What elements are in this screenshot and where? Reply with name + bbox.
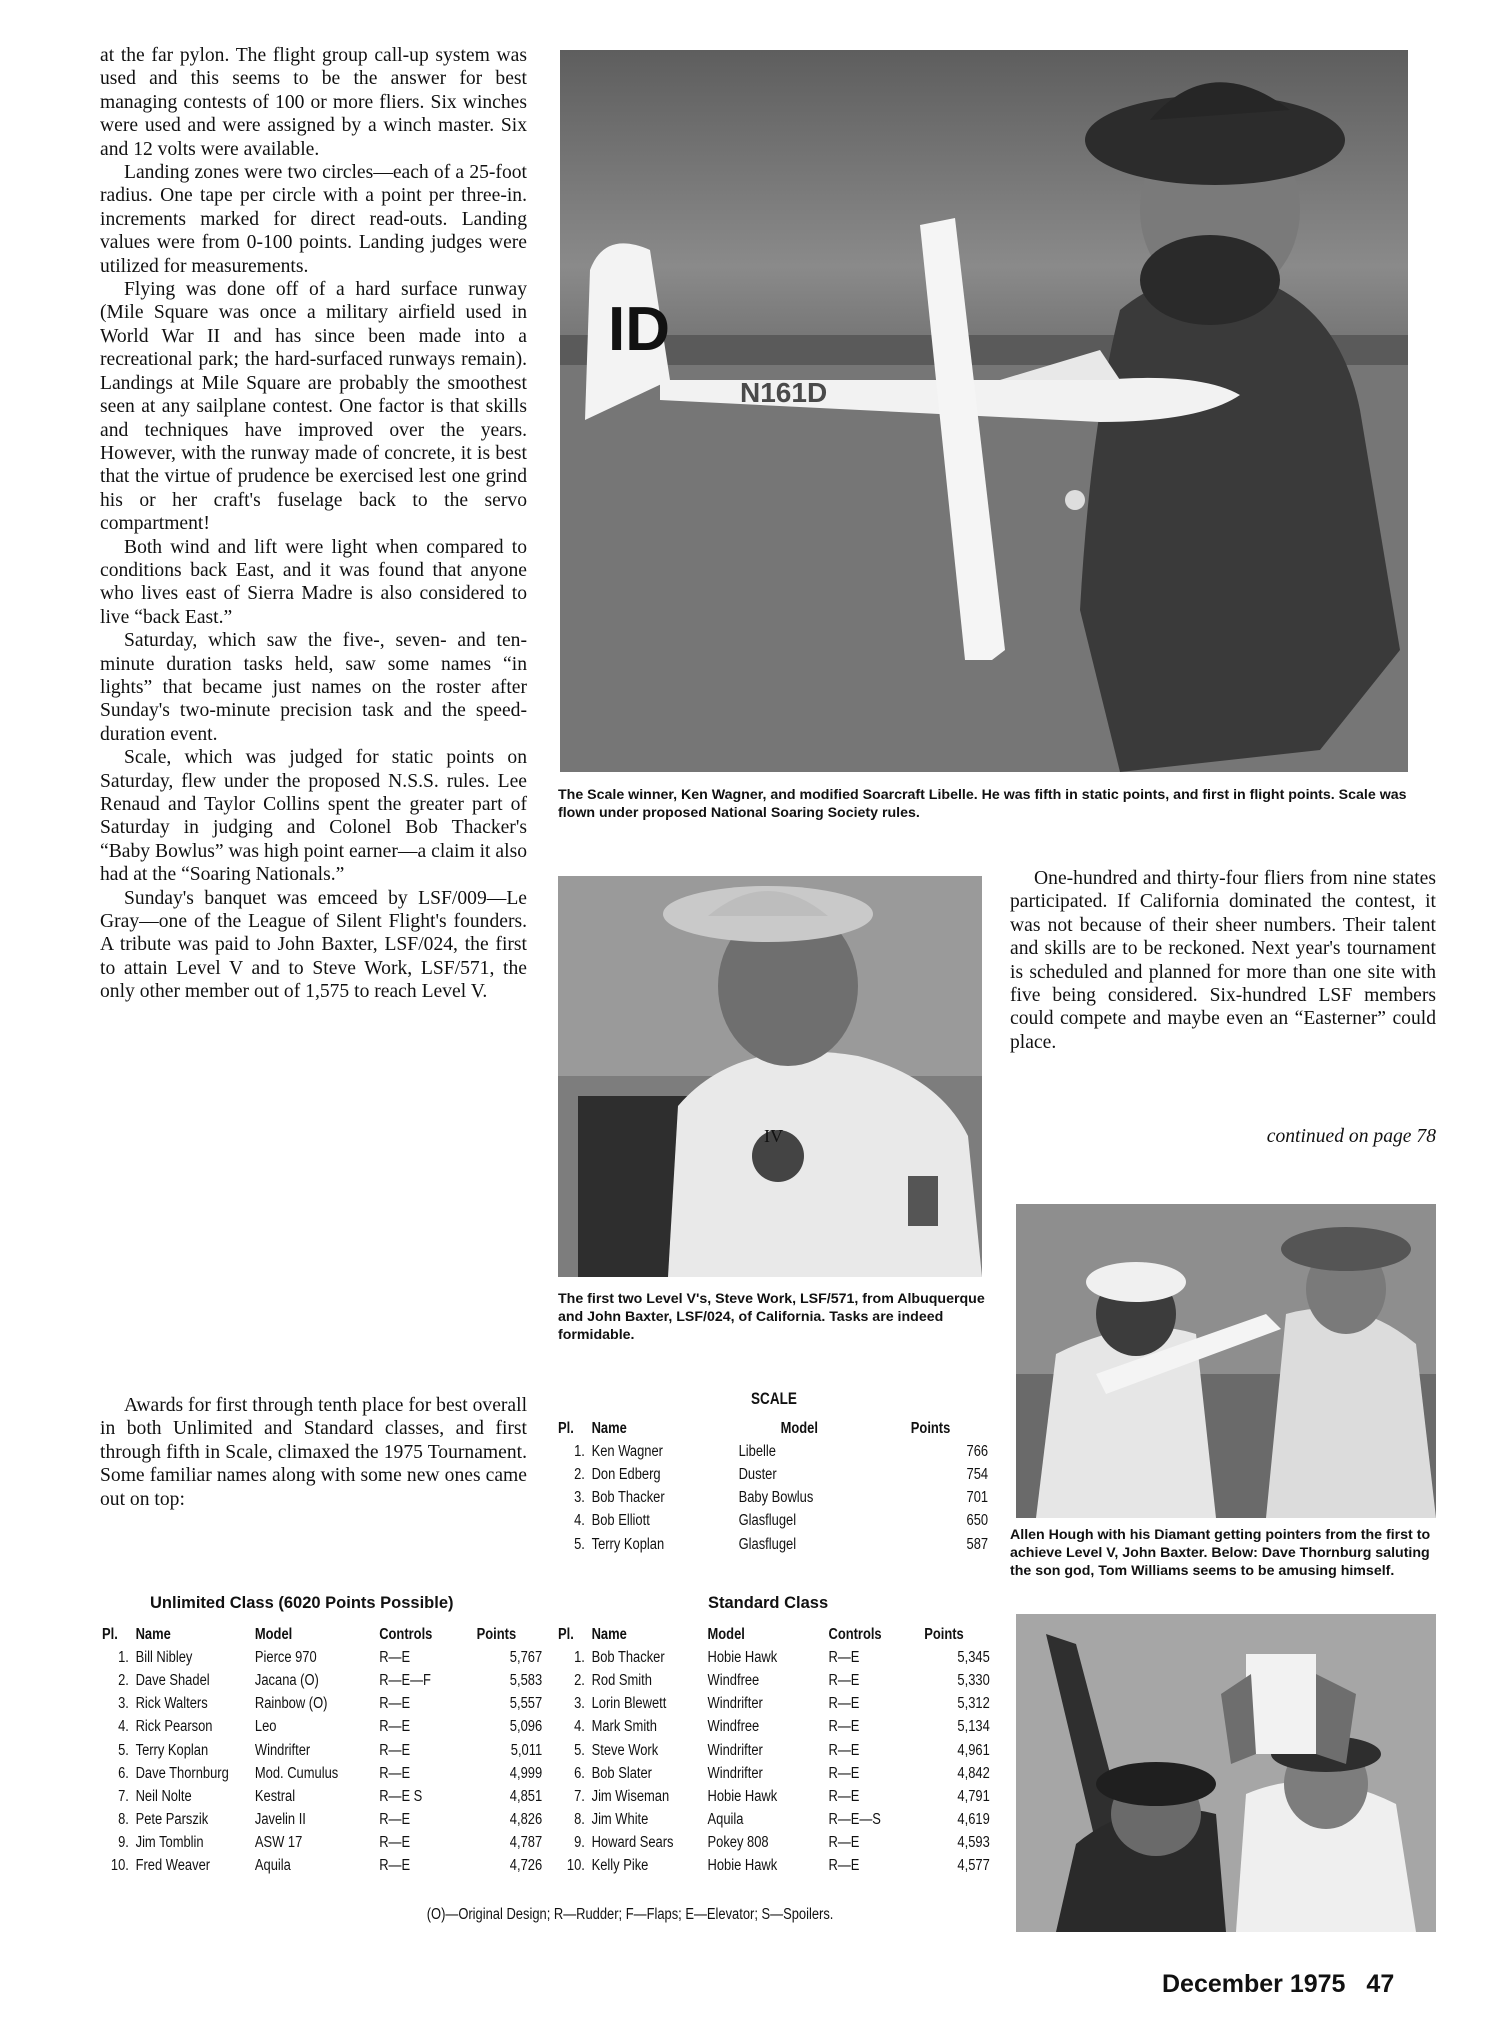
table-cell: Jim Wiseman	[591, 1787, 670, 1805]
table-cell: 10.	[110, 1857, 129, 1875]
table-cell: 10.	[566, 1857, 585, 1875]
table-cell: 4,593	[957, 1834, 990, 1852]
table-cell: Windrifter	[707, 1764, 763, 1782]
paragraph: Awards for first through tenth place for best overall in both Unlimited and Standard classes, and first through fifth in Scale, climaxed the 1975 Tournament. Some familiar names along with some new ones came out on top:	[100, 1395, 528, 1510]
awards-paragraph	[100, 1394, 527, 1511]
table-cell: 5.	[574, 1741, 585, 1759]
table-cell: R—E	[828, 1764, 860, 1782]
table-cell: Glasflugel	[738, 1512, 797, 1530]
table-cell: Glasflugel	[738, 1535, 797, 1553]
column-header: Controls	[828, 1625, 882, 1643]
table-cell: Hobie Hawk	[707, 1787, 778, 1805]
tail-marking: ID	[608, 295, 670, 364]
table-row	[558, 1646, 990, 1669]
table-cell: Jacana (O)	[254, 1671, 319, 1689]
table-cell: Kestral	[254, 1787, 296, 1805]
table-cell: 4.	[574, 1718, 585, 1736]
table-cell: 4,791	[957, 1787, 990, 1805]
table-cell: Jim Tomblin	[135, 1834, 204, 1852]
table-cell: Libelle	[738, 1442, 776, 1460]
table-row	[558, 1510, 988, 1533]
table-cell: R—E	[828, 1648, 860, 1666]
continued-text: continued on page 78	[1266, 1126, 1436, 1147]
table-row	[102, 1809, 542, 1832]
column-header: Points	[924, 1625, 964, 1643]
table-cell: Lorin Blewett	[591, 1695, 667, 1713]
table-cell: 5,134	[957, 1718, 990, 1736]
table-cell: Dave Thornburg	[135, 1764, 229, 1782]
table-row	[102, 1669, 542, 1692]
table-cell: Bob Slater	[591, 1764, 652, 1782]
table-cell: R—E	[828, 1857, 860, 1875]
table-cell: 6.	[574, 1764, 585, 1782]
table-cell: Duster	[738, 1465, 777, 1483]
table-cell: Rod Smith	[591, 1671, 652, 1689]
table-row	[558, 1716, 990, 1739]
table-cell: 4,826	[509, 1811, 543, 1829]
table-cell: Rainbow (O)	[254, 1695, 328, 1713]
table-header-row	[558, 1623, 990, 1646]
table-cell: 650	[966, 1512, 989, 1530]
table-cell: 5.	[118, 1741, 129, 1759]
table-cell: Hobie Hawk	[707, 1648, 778, 1666]
table-cell: R—E	[379, 1741, 411, 1759]
table-row	[102, 1855, 542, 1878]
wing-marking: N161D	[740, 377, 828, 408]
table-row	[102, 1716, 542, 1739]
paragraph: Saturday, which saw the five-, seven- and ten-minute duration tasks held, saw some names “in lights” that became just names on the roster after Sunday's two-minute precision task and the speed-duration event.	[100, 630, 527, 745]
standard-table-block	[558, 1594, 990, 1878]
table-cell: 4,961	[957, 1741, 990, 1759]
table-cell: 2.	[574, 1465, 585, 1483]
column-header: Name	[591, 1419, 627, 1437]
patch-marking: IV	[764, 1126, 783, 1146]
table-cell: R—E	[828, 1695, 860, 1713]
table-cell: R—E	[379, 1718, 411, 1736]
table-cell: Aquila	[254, 1857, 291, 1875]
paragraph: Landing zones were two circles—each of a 25-foot radius. One tape per circle with a point per three-in. increments marked for direct read-outs. Landing values were from 0-100 points. Landing judges were utilized for measurements.	[100, 162, 527, 277]
table-cell: R—E	[379, 1811, 411, 1829]
table-cell: Steve Work	[591, 1741, 659, 1759]
table-cell: 4,619	[957, 1811, 990, 1829]
table-cell: Neil Nolte	[135, 1787, 192, 1805]
thornburg-photo	[1016, 1614, 1436, 1932]
table-cell: Ken Wagner	[591, 1442, 663, 1460]
table-row	[558, 1762, 990, 1785]
column-header: Name	[591, 1625, 627, 1643]
table-cell: Windfree	[707, 1718, 760, 1736]
table-cell: Howard Sears	[591, 1834, 674, 1852]
page-number: 47	[1366, 1970, 1395, 1998]
table-cell: Pete Parszik	[135, 1811, 209, 1829]
table-cell: 1.	[574, 1442, 585, 1460]
scale-table-block	[558, 1390, 990, 1556]
column-header: Model	[780, 1419, 818, 1437]
table-cell: R—E	[828, 1787, 860, 1805]
table-cell: 5,096	[509, 1718, 543, 1736]
table-cell: 3.	[574, 1489, 585, 1507]
table-cell: 7.	[118, 1787, 129, 1805]
unlimited-table-title: Unlimited Class (6020 Points Possible)	[150, 1594, 454, 1612]
unlimited-table-block	[102, 1594, 542, 1878]
table-row	[558, 1463, 988, 1486]
table-row	[558, 1533, 988, 1556]
standard-table-title: Standard Class	[708, 1594, 829, 1612]
table-cell: 701	[966, 1489, 989, 1507]
right-column-text	[1010, 867, 1436, 1054]
column-header: Model	[707, 1625, 745, 1643]
column-header: Name	[135, 1625, 171, 1643]
column-header: Model	[254, 1625, 293, 1643]
table-cell: 3.	[574, 1695, 585, 1713]
table-cell: 4,851	[509, 1787, 543, 1805]
table-cell: 1.	[574, 1648, 585, 1666]
table-cell: 4.	[574, 1512, 585, 1530]
table-row	[558, 1487, 988, 1510]
paragraph: Both wind and lift were light when compared to conditions back East, and it was found that anyone who lives east of Sierra Madre is also considered to live “back East.”	[100, 536, 527, 628]
table-cell: Terry Koplan	[135, 1741, 209, 1759]
table-cell: ASW 17	[254, 1834, 303, 1852]
table-cell: 5,312	[957, 1695, 990, 1713]
column-header: Pl.	[102, 1625, 118, 1643]
table-cell: 4,726	[509, 1857, 543, 1875]
left-column-text	[100, 44, 527, 1004]
table-cell: 8.	[118, 1811, 129, 1829]
scale-winner-caption	[558, 786, 1438, 822]
caption-text: The Scale winner, Ken Wagner, and modified Soarcraft Libelle. He was fifth in static points, and first in flight points. Scale was flown under proposed National Soaring Society rules.	[558, 787, 1407, 821]
column-header: Pl.	[558, 1419, 574, 1437]
scale-winner-photo	[560, 50, 1408, 772]
table-row	[102, 1739, 542, 1762]
caption-text: The first two Level V's, Steve Work, LSF/571, from Albuquerque and John Baxter, LSF/024, of California. Tasks are indeed formidable.	[558, 1291, 985, 1343]
table-cell: 5,583	[509, 1671, 543, 1689]
table-cell: R—E	[828, 1718, 860, 1736]
table-cell: R—E	[828, 1671, 860, 1689]
table-cell: Kelly Pike	[591, 1857, 649, 1875]
table-cell: Jim White	[591, 1811, 649, 1829]
table-cell: 5,011	[510, 1741, 543, 1759]
table-cell: Leo	[254, 1718, 277, 1736]
table-header-row	[102, 1623, 542, 1646]
table-cell: 9.	[574, 1834, 585, 1852]
scale-table-title: SCALE	[751, 1390, 797, 1408]
column-header: Controls	[379, 1625, 433, 1643]
table-cell: Pierce 970	[254, 1648, 317, 1666]
table-cell: Windfree	[707, 1671, 760, 1689]
table-cell: 4,842	[957, 1764, 990, 1782]
paragraph: at the far pylon. The flight group call-up system was used and this seems to be the answer for best managing contests of 100 or more fliers. Six winches were used and were assigned by a winch master. Six and 12 volts were available.	[100, 45, 527, 160]
level-v-caption	[558, 1290, 988, 1344]
table-legend	[280, 1906, 980, 1924]
table-row	[102, 1646, 542, 1669]
table-cell: 6.	[118, 1764, 129, 1782]
table-cell: 4,999	[509, 1764, 543, 1782]
issue-date: December 1975	[1162, 1970, 1346, 1998]
legend-text: (O)—Original Design; R—Rudder; F—Flaps; E—Elevator; S—Spoilers.	[426, 1906, 834, 1923]
table-row	[558, 1809, 990, 1832]
paragraph: Scale, which was judged for static points on Saturday, flew under the proposed N.S.S. rules. Lee Renaud and Taylor Collins spent the greater part of Saturday in judging and Colonel Bob Thacker's “Baby Bowlus” was high point earner—a claim it also had at the “Soaring Nationals.”	[100, 747, 527, 886]
table-cell: Rick Walters	[135, 1695, 208, 1713]
table-row	[558, 1855, 990, 1878]
table-row	[558, 1785, 990, 1808]
table-row	[558, 1693, 990, 1716]
table-cell: 4,787	[509, 1834, 543, 1852]
table-cell: 766	[966, 1442, 989, 1460]
table-cell: 5,557	[509, 1695, 543, 1713]
paragraph: Flying was done off of a hard surface runway (Mile Square was once a military airfield used in World War II and has since been made into a recreational park; the hard-surfaced runways remain). Landings at Mile Square are probably the smoothest seen at any sailplane contest. One factor is that skills and techniques have improved over the years. However, with the runway made of concrete, it is best that the virtue of prudence be exercised lest one grind his or her craft's fuselage back to the servo compartment!	[100, 279, 527, 535]
table-row	[102, 1832, 542, 1855]
table-row	[102, 1762, 542, 1785]
paragraph: One-hundred and thirty-four fliers from nine states participated. If California dominated the contest, it was not because of their sheer numbers. Their talent and skills are to be reckoned. Next year's tournament is scheduled and planned for more than one site with five being considered. Six-hundred LSF members could compete and maybe even an “Easterner” could place.	[1010, 868, 1436, 1053]
table-row	[558, 1739, 990, 1762]
table-row	[558, 1669, 990, 1692]
table-row	[102, 1785, 542, 1808]
table-cell: R—E	[828, 1741, 860, 1759]
caption-text: Allen Hough with his Diamant getting pointers from the first to achieve Level V, John Baxter. Below: Dave Thornburg saluting the son god, Tom Williams seems to be amusing himself.	[1010, 1527, 1431, 1579]
table-cell: 8.	[574, 1811, 585, 1829]
table-cell: R—E	[379, 1857, 411, 1875]
table-cell: Javelin II	[254, 1811, 306, 1829]
column-header: Points	[910, 1419, 951, 1437]
table-cell: Bob Thacker	[591, 1648, 665, 1666]
table-cell: 754	[966, 1465, 989, 1483]
table-cell: R—E—S	[828, 1811, 881, 1829]
table-header-row	[558, 1417, 988, 1440]
table-cell: 5.	[574, 1535, 585, 1553]
page-footer	[1162, 1970, 1394, 1999]
table-cell: 1.	[118, 1648, 129, 1666]
column-header: Points	[476, 1625, 517, 1643]
table-cell: R—E	[379, 1648, 411, 1666]
table-cell: Pokey 808	[707, 1834, 769, 1852]
table-cell: Bob Elliott	[591, 1512, 650, 1530]
table-cell: 3.	[118, 1695, 129, 1713]
table-cell: Mark Smith	[591, 1718, 657, 1736]
table-cell: 7.	[574, 1787, 585, 1805]
table-cell: Fred Weaver	[135, 1857, 211, 1875]
table-cell: Dave Shadel	[135, 1671, 210, 1689]
standard-table	[558, 1623, 990, 1878]
table-cell: Terry Koplan	[591, 1535, 665, 1553]
level-v-photo	[558, 876, 982, 1277]
table-cell: Don Edberg	[591, 1465, 661, 1483]
table-row	[558, 1832, 990, 1855]
table-cell: 2.	[118, 1671, 129, 1689]
unlimited-table	[102, 1623, 542, 1878]
table-cell: 587	[966, 1535, 989, 1553]
table-cell: Mod. Cumulus	[254, 1764, 339, 1782]
table-cell: Bill Nibley	[135, 1648, 193, 1666]
table-row	[102, 1693, 542, 1716]
table-cell: R—E	[379, 1764, 411, 1782]
table-cell: 5,330	[957, 1671, 990, 1689]
table-cell: R—E	[379, 1695, 411, 1713]
table-cell: 4.	[118, 1718, 129, 1736]
hough-caption	[1010, 1526, 1446, 1580]
table-cell: Baby Bowlus	[738, 1489, 814, 1507]
table-cell: Windrifter	[707, 1695, 763, 1713]
table-cell: Windrifter	[254, 1741, 311, 1759]
table-row	[558, 1440, 988, 1463]
table-cell: Windrifter	[707, 1741, 763, 1759]
hough-photo	[1016, 1204, 1436, 1518]
table-cell: R—E—F	[379, 1671, 431, 1689]
table-cell: R—E S	[379, 1787, 423, 1805]
table-cell: Aquila	[707, 1811, 744, 1829]
table-cell: Hobie Hawk	[707, 1857, 778, 1875]
table-cell: R—E	[379, 1834, 411, 1852]
table-cell: Bob Thacker	[591, 1489, 665, 1507]
table-cell: 9.	[118, 1834, 129, 1852]
paragraph: Sunday's banquet was emceed by LSF/009—Le Gray—one of the League of Silent Flight's founders. A tribute was paid to John Baxter, LSF/024, the first to attain Level V and to Steve Work, LSF/571, the only other member out of 1,575 to reach Level V.	[100, 887, 527, 1003]
continued-note	[1010, 1126, 1436, 1148]
table-cell: 4,577	[957, 1857, 990, 1875]
table-cell: R—E	[828, 1834, 860, 1852]
table-cell: Rick Pearson	[135, 1718, 213, 1736]
table-cell: 2.	[574, 1671, 585, 1689]
table-cell: 5,767	[509, 1648, 543, 1666]
column-header: Pl.	[558, 1625, 574, 1643]
scale-table	[558, 1417, 988, 1556]
table-cell: 5,345	[957, 1648, 990, 1666]
